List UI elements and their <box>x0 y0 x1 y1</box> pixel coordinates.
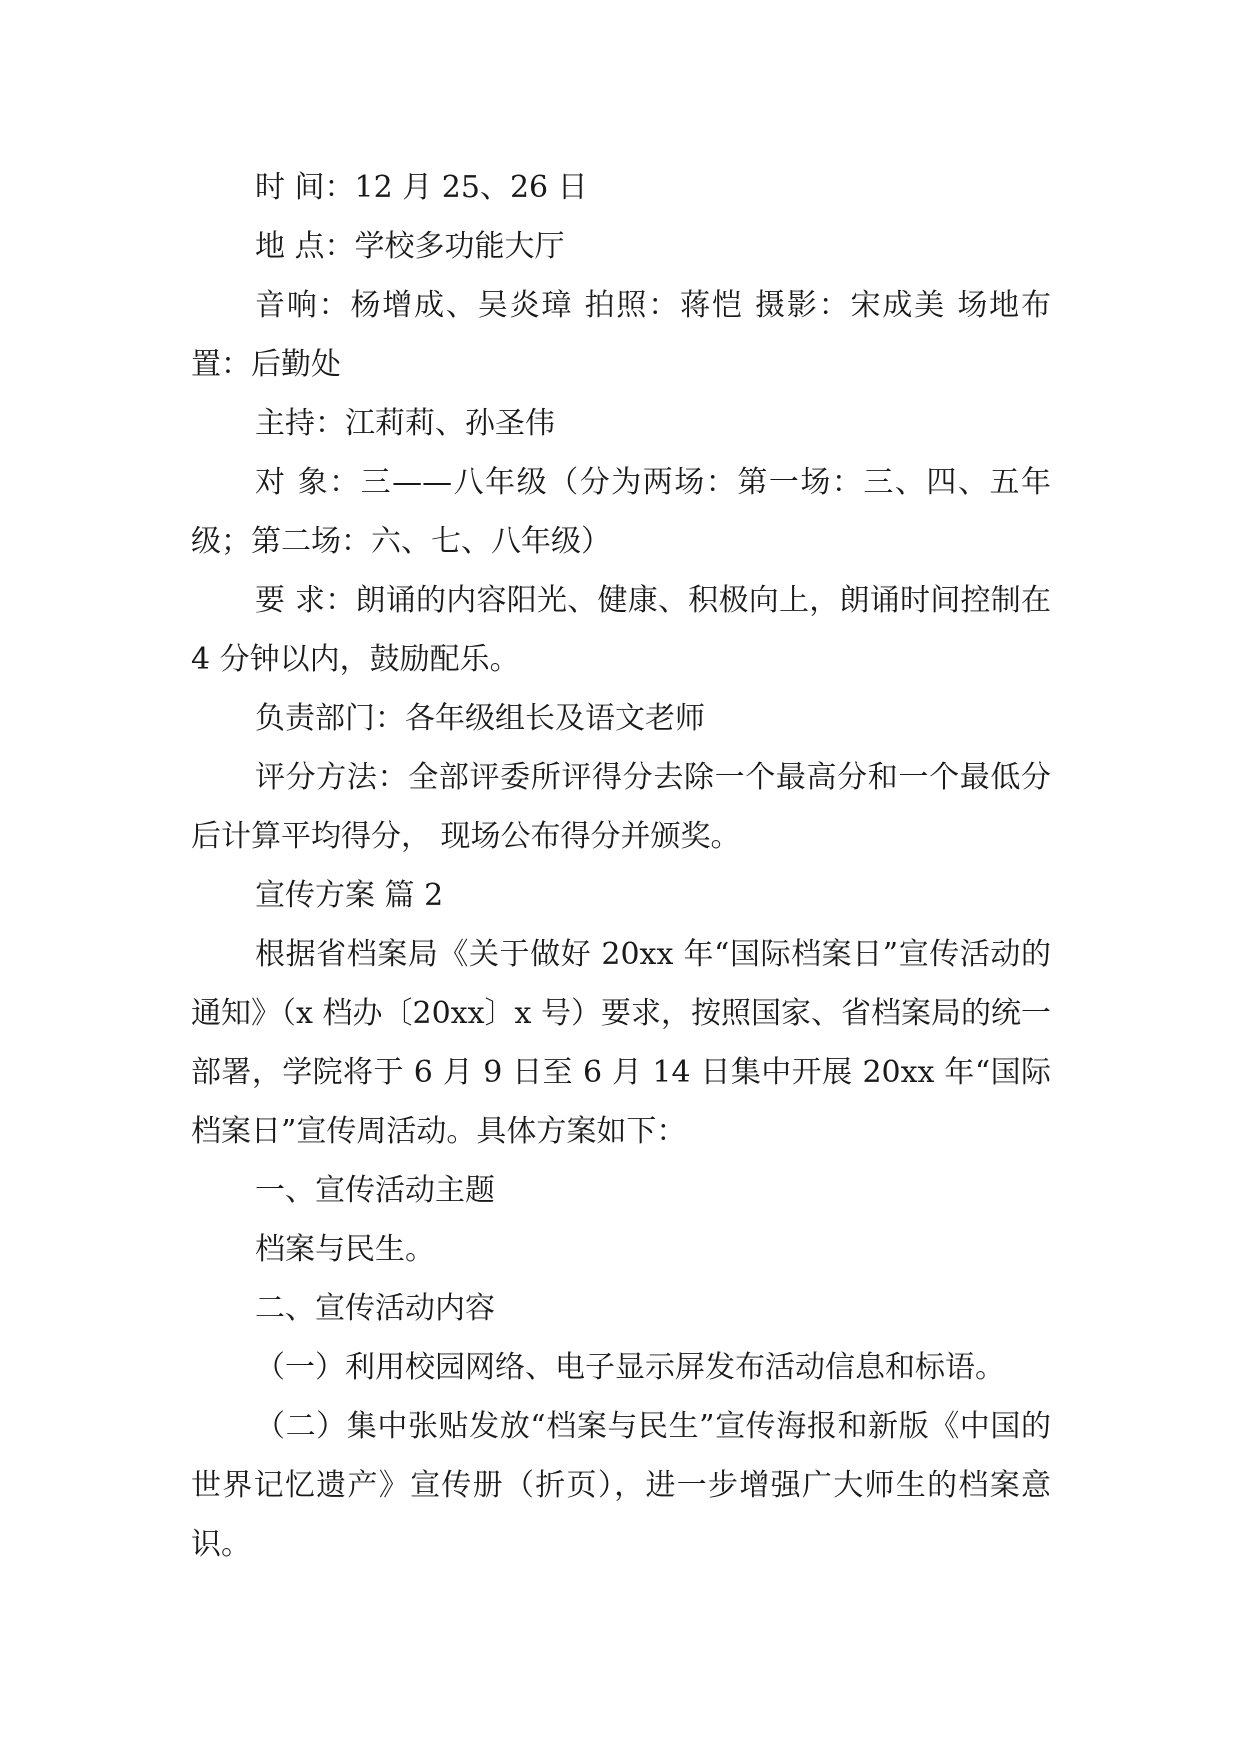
document-body <box>191 158 1051 1574</box>
paragraph-content-2: （二）集中张贴发放“档案与民生”宣传海报和新版《中国的世界记忆遗产》宣传册（折页），进一步增强广大师生的档案意识。 <box>191 1409 1051 1562</box>
paragraph-time: 时 间：12 月 25、26 日 <box>255 170 588 205</box>
paragraph-staff: 音响：杨增成、吴炎璋 拍照：蒋恺 摄影：宋成美 场地布置：后勤处 <box>191 288 1051 382</box>
paragraph-location: 地 点：学校多功能大厅 <box>255 229 565 264</box>
section-heading-plan-2: 宣传方案 篇 2 <box>255 878 444 913</box>
paragraph-audience: 对 象：三——八年级（分为两场：第一场：三、四、五年级；第二场：六、七、八年级） <box>191 465 1051 559</box>
heading-theme: 一、宣传活动主题 <box>255 1173 495 1208</box>
paragraph-intro: 根据省档案局《关于做好 20xx 年“国际档案日”宣传活动的通知》（x 档办〔20xx〕x 号）要求，按照国家、省档案局的统一部署，学院将于 6 月 9 日至 6 月 14 日集中开展 20xx 年“国际档案日”宣传周活动。具体方案如下： <box>191 937 1051 1149</box>
paragraph-scoring: 评分方法：全部评委所评得分去除一个最高分和一个最低分后计算平均得分， 现场公布得分并颁奖。 <box>191 760 1051 854</box>
paragraph-department: 负责部门：各年级组长及语文老师 <box>255 701 705 736</box>
paragraph-theme: 档案与民生。 <box>255 1232 435 1267</box>
heading-content: 二、宣传活动内容 <box>255 1291 495 1326</box>
paragraph-content-1: （一）利用校园网络、电子显示屏发布活动信息和标语。 <box>255 1350 1005 1385</box>
paragraph-requirements: 要 求：朗诵的内容阳光、健康、积极向上，朗诵时间控制在 4 分钟以内，鼓励配乐。 <box>191 583 1051 677</box>
paragraph-hosts: 主持：江莉莉、孙圣伟 <box>255 406 555 441</box>
